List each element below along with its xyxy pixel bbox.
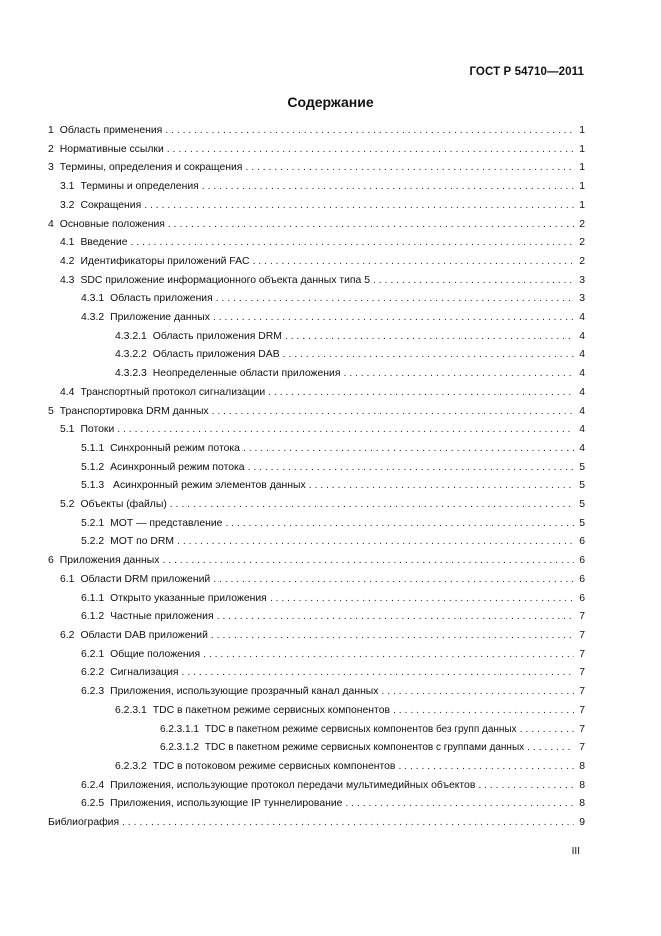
toc-entry-number: 5.2 (60, 499, 75, 511)
toc-entry-number: 6.1.1 (81, 592, 105, 604)
toc-entry-number: 6 (48, 555, 54, 567)
toc-entry-label: Транспортный протокол сигнализации (80, 386, 266, 398)
toc-entry-page: 4 (579, 386, 585, 398)
toc-entry-number: 3.2 (60, 199, 75, 211)
toc-entry-label: TDC в пакетном режиме сервисных компонентов (152, 704, 390, 716)
toc-entry-number: 1 (48, 125, 54, 136)
toc-entry-title (60, 253, 250, 272)
toc-entry-page: 4 (579, 442, 585, 454)
toc-entry-page: 1 (579, 143, 585, 155)
toc-entry-label: Введение (80, 237, 128, 249)
toc-entry[interactable] (48, 608, 585, 627)
toc-entry[interactable] (48, 552, 585, 571)
dot-leader (225, 515, 574, 534)
toc-entry-title (115, 702, 390, 721)
toc-entry-number: 6.2.3 (81, 686, 105, 698)
dot-leader (216, 290, 574, 309)
toc-entry-number: 6.2.3.1.1 (160, 723, 199, 735)
toc-entry[interactable] (48, 777, 585, 796)
dot-leader (393, 702, 574, 721)
dot-leader (202, 178, 574, 197)
toc-entry[interactable] (48, 459, 585, 478)
toc-entry-label: Асинхронный режим потока (110, 461, 245, 473)
toc-entry-title (48, 552, 159, 571)
dot-leader (527, 739, 574, 758)
dot-leader (285, 328, 574, 347)
toc-entry-number: 6.2.5 (81, 798, 105, 810)
toc-entry-page: 4 (579, 330, 585, 342)
toc-entry-page: 6 (579, 555, 585, 567)
toc-entry-title (60, 178, 199, 197)
toc-entry-number: 3 (48, 162, 54, 174)
dot-leader (253, 253, 574, 272)
toc-entry-page: 2 (579, 218, 585, 230)
toc-entry-page: 2 (579, 237, 585, 249)
toc-entry-page: 5 (579, 499, 585, 511)
dot-leader (213, 309, 574, 328)
dot-leader (117, 421, 574, 440)
toc-entry-page: 8 (579, 779, 585, 791)
toc-entry-page: 6 (579, 573, 585, 585)
toc-entry-title (81, 515, 222, 534)
toc-entry[interactable] (48, 814, 585, 833)
toc-entry-number: 6.2.3.2 (115, 760, 147, 772)
dot-leader (167, 141, 574, 160)
toc-entry-page: 3 (579, 293, 585, 305)
table-of-contents (48, 122, 585, 833)
dot-leader (309, 477, 574, 496)
toc-entry-page: 8 (579, 798, 585, 810)
toc-entry-label: Открыто указанные приложения (110, 592, 267, 604)
dot-leader (131, 234, 575, 253)
toc-entry-number: 6.1.2 (81, 611, 105, 623)
dot-leader (520, 721, 574, 740)
toc-entry-page: 1 (579, 199, 585, 211)
toc-entry[interactable] (48, 533, 585, 552)
toc-entry-number: 4.3.2 (81, 312, 105, 324)
toc-entry-title (60, 496, 167, 515)
toc-entry-label: Область приложения DAB (152, 349, 280, 361)
dot-leader (373, 272, 574, 291)
toc-entry-title (60, 627, 208, 646)
toc-entry-page: 1 (579, 162, 585, 174)
toc-entry-title (81, 683, 378, 702)
toc-entry-label: Термины, определения и сокращения (59, 162, 243, 174)
toc-entry-page: 4 (579, 368, 585, 380)
toc-entry-number: 4.2 (60, 255, 75, 267)
toc-entry-page: 1 (579, 181, 585, 193)
toc-entry-page: 3 (579, 274, 585, 286)
dot-leader (144, 197, 574, 216)
toc-entry-label: Приложения, использующие протокол передачи мультимедийных объектов (110, 779, 476, 791)
dot-leader (478, 777, 574, 796)
toc-entry-page: 4 (579, 405, 585, 417)
toc-entry-title (48, 216, 165, 235)
toc-entry-title (60, 384, 265, 403)
toc-entry-title (81, 777, 475, 796)
toc-entry[interactable] (48, 346, 585, 365)
toc-entry-label: Область приложения (110, 293, 213, 305)
toc-entry-number: 5.2.2 (81, 536, 105, 548)
toc-entry-title (48, 814, 119, 833)
toc-entry-title (81, 459, 245, 478)
toc-entry-label: Области DAB приложений (80, 629, 208, 641)
toc-entry-label: Области DRM приложений (80, 573, 211, 585)
toc-entry-label: Асинхронный режим элементов данных (110, 480, 306, 492)
toc-entry[interactable] (48, 702, 585, 721)
toc-entry-number: 4.1 (60, 237, 75, 249)
toc-entry[interactable] (48, 739, 585, 758)
toc-entry-page: 7 (579, 723, 585, 735)
toc-entry-label: Сигнализация (110, 667, 179, 679)
toc-entry-number: 2 (48, 143, 54, 155)
toc-entry-page: 6 (579, 536, 585, 548)
toc-entry[interactable] (48, 795, 585, 814)
toc-entry-title (81, 290, 213, 309)
toc-entry[interactable] (48, 290, 585, 309)
toc-entry-page: 4 (579, 349, 585, 361)
toc-entry-number: 6.1 (60, 573, 75, 585)
toc-entry[interactable] (48, 758, 585, 777)
toc-entry-title (60, 571, 210, 590)
toc-entry-label: Идентификаторы приложений FAC (80, 255, 250, 267)
toc-entry-title (81, 608, 214, 627)
dot-leader (203, 646, 574, 665)
toc-entry[interactable] (48, 421, 585, 440)
dot-leader (170, 496, 574, 515)
dot-leader (398, 758, 574, 777)
toc-entry-title (81, 795, 342, 814)
toc-entry[interactable] (48, 515, 585, 534)
toc-entry-number: 5.1 (60, 424, 75, 436)
toc-entry-page: 4 (579, 424, 585, 436)
toc-entry-label: МОТ — представление (110, 517, 223, 529)
dot-leader (165, 122, 574, 141)
toc-entry[interactable] (48, 477, 585, 496)
toc-entry-label: SDC приложение информационного объекта данных типа 5 (80, 274, 370, 286)
toc-entry-label: TDC в пакетном режиме сервисных компонентов с группами данных (204, 742, 525, 754)
toc-entry-number: 4.3 (60, 274, 75, 286)
toc-entry-page: 5 (579, 480, 585, 492)
toc-entry[interactable] (48, 721, 585, 740)
toc-entry-label: Синхронный режим потока (110, 442, 240, 454)
dot-leader (381, 683, 574, 702)
toc-entry-page: 1 (579, 125, 585, 136)
toc-entry[interactable] (48, 253, 585, 272)
toc-entry-page: 7 (579, 648, 585, 660)
toc-entry-number: 6.2.1 (81, 648, 105, 660)
toc-entry-number: 4 (48, 218, 54, 230)
toc-entry-label: Нормативные ссылки (59, 143, 164, 155)
toc-entry[interactable] (48, 664, 585, 683)
dot-leader (122, 814, 574, 833)
dot-leader (162, 552, 574, 571)
toc-entry-title (48, 159, 242, 178)
toc-entry-page: 5 (579, 517, 585, 529)
toc-entry[interactable] (48, 440, 585, 459)
toc-entry-number: 5 (48, 405, 54, 417)
toc-entry-title (160, 721, 517, 740)
dot-leader (212, 403, 574, 422)
toc-entry-label: Приложения, использующие прозрачный канал данных (110, 686, 379, 698)
toc-entry[interactable] (48, 309, 585, 328)
toc-entry-page: 7 (579, 686, 585, 698)
toc-entry-page: 4 (579, 312, 585, 324)
toc-entry[interactable] (48, 122, 585, 141)
toc-entry-number: 4.3.2.3 (115, 368, 147, 380)
dot-leader (182, 664, 574, 683)
toc-entry-number: 5.1.1 (81, 442, 105, 454)
toc-entry-label: МОТ по DRM (110, 536, 175, 548)
toc-entry-number: 4.4 (60, 386, 75, 398)
toc-entry-label: Транспортировка DRM данных (59, 405, 209, 417)
toc-entry-label: Неопределенные области приложения (152, 368, 341, 380)
toc-entry-label: Основные положения (59, 218, 165, 230)
toc-entry[interactable] (48, 159, 585, 178)
toc-entry-number: 4.3.2.1 (115, 330, 147, 342)
toc-entry[interactable] (48, 328, 585, 347)
toc-entry[interactable] (48, 384, 585, 403)
toc-entry-title (81, 477, 306, 496)
toc-entry[interactable] (48, 627, 585, 646)
toc-entry-page: 7 (579, 704, 585, 716)
toc-entry-page: 7 (579, 629, 585, 641)
toc-entry[interactable] (48, 178, 585, 197)
standard-designation: ГОСТ Р 54710—2011 (469, 66, 584, 78)
toc-entry[interactable] (48, 496, 585, 515)
toc-entry-label: Библиография (48, 817, 120, 829)
toc-entry-title (48, 403, 209, 422)
toc-entry-label: Сокращения (80, 199, 142, 211)
toc-entry[interactable] (48, 234, 585, 253)
toc-entry[interactable] (48, 590, 585, 609)
toc-entry-number: 5.1.2 (81, 461, 105, 473)
toc-entry-label: Область применения (59, 125, 163, 136)
toc-entry-title (160, 739, 524, 758)
toc-entry-label: Приложение данных (110, 312, 210, 324)
toc-entry[interactable] (48, 683, 585, 702)
toc-entry-number: 6.2.3.1 (115, 704, 147, 716)
toc-entry-page: 8 (579, 760, 585, 772)
page-title: Содержание (287, 94, 374, 110)
toc-entry-title (48, 141, 164, 160)
toc-entry-title (81, 309, 210, 328)
toc-entry-number: 6.2.3.1.2 (160, 742, 199, 754)
toc-entry-label: TDC в потоковом режиме сервисных компонентов (152, 760, 396, 772)
toc-entry[interactable] (48, 141, 585, 160)
dot-leader (177, 533, 574, 552)
toc-entry-title (48, 122, 162, 141)
toc-entry-page: 7 (579, 611, 585, 623)
dot-leader (217, 608, 574, 627)
toc-entry-page: 5 (579, 461, 585, 473)
toc-entry-label: Термины и определения (80, 181, 199, 193)
toc-entry-page: 6 (579, 592, 585, 604)
toc-entry-title (81, 440, 240, 459)
toc-entry[interactable] (48, 571, 585, 590)
toc-entry-title (60, 272, 370, 291)
toc-entry-label: Общие положения (110, 648, 201, 660)
toc-entry-number: 6.2.2 (81, 667, 105, 679)
toc-entry-title (81, 533, 174, 552)
toc-entry-title (60, 234, 128, 253)
toc-entry-number: 4.3.2.2 (115, 349, 147, 361)
toc-entry-title (115, 758, 395, 777)
dot-leader (243, 440, 574, 459)
dot-leader (343, 365, 574, 384)
dot-leader (213, 571, 574, 590)
toc-entry-title (115, 346, 280, 365)
dot-leader (345, 795, 574, 814)
toc-entry-title (81, 590, 267, 609)
toc-entry-title (81, 664, 179, 683)
dot-leader (268, 384, 574, 403)
toc-entry[interactable] (48, 216, 585, 235)
toc-entry-title (60, 421, 114, 440)
dot-leader (168, 216, 574, 235)
toc-entry-label: Потоки (80, 424, 115, 436)
toc-entry-label: TDC в пакетном режиме сервисных компонентов без групп данных (204, 723, 517, 735)
dot-leader (211, 627, 574, 646)
toc-entry-label: Приложения данных (59, 555, 160, 567)
dot-leader (283, 346, 574, 365)
toc-entry-number: 3.1 (60, 181, 75, 193)
toc-entry-title (60, 197, 141, 216)
toc-entry-number: 6.2.4 (81, 779, 105, 791)
toc-entry-label: Область приложения DRM (152, 330, 282, 342)
toc-entry[interactable] (48, 365, 585, 384)
toc-entry-title (115, 328, 282, 347)
toc-entry-page: 2 (579, 255, 585, 267)
toc-entry-number: 6.2 (60, 629, 75, 641)
toc-entry-number: 5.1.3 (81, 480, 105, 492)
toc-entry[interactable] (48, 403, 585, 422)
page-number: III (571, 846, 580, 857)
toc-entry-label: Частные приложения (110, 611, 214, 623)
toc-entry[interactable] (48, 272, 585, 291)
toc-entry[interactable] (48, 197, 585, 216)
toc-entry[interactable] (48, 646, 585, 665)
toc-entry-number: 4.3.1 (81, 293, 105, 305)
dot-leader (245, 159, 574, 178)
toc-entry-label: Приложения, использующие IP туннелирование (110, 798, 343, 810)
toc-entry-label: Объекты (файлы) (80, 499, 167, 511)
dot-leader (248, 459, 574, 478)
toc-entry-page: 7 (579, 667, 585, 679)
toc-entry-page: 7 (579, 742, 585, 754)
toc-entry-title (81, 646, 200, 665)
toc-entry-title (115, 365, 340, 384)
dot-leader (270, 590, 574, 609)
toc-entry-page: 9 (579, 817, 585, 829)
toc-entry-number: 5.2.1 (81, 517, 105, 529)
